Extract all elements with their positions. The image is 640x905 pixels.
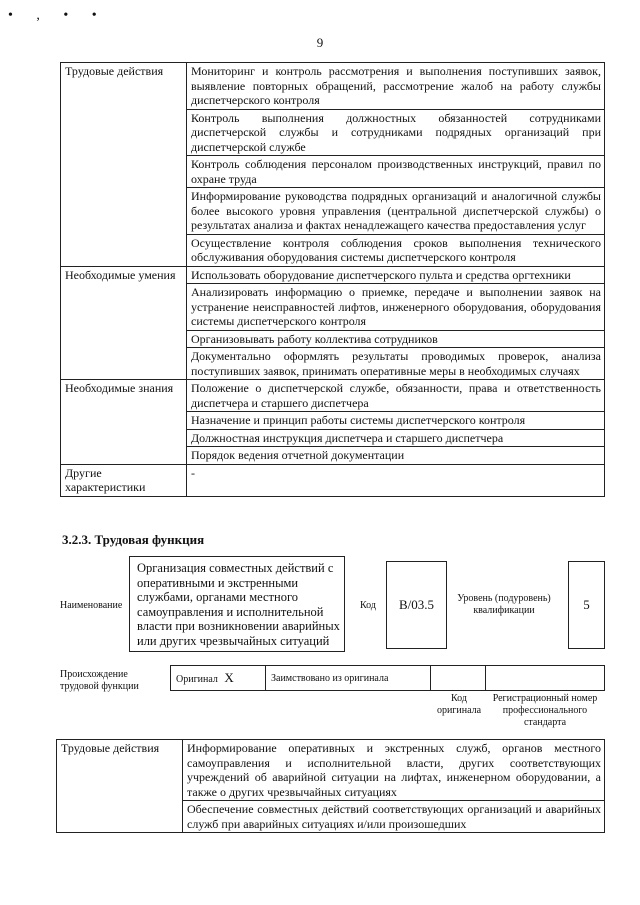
row-group-label: Другие характеристики [61,464,187,496]
page-number: 9 [316,35,324,50]
function-name-box: Организация совместных действий с оперативными и экстренными службами, органами местного самоуправления и исполнительной власти при возникновении аварийных или других чрезвычайных ситуаций [129,556,345,652]
table-cell: Информирование оперативных и экстренных служб, органов местного самоуправления и исполнительной власти, других соответствующих учреждений об аварийной ситуации на лифтах, инженерном оборудовании, а также о других чрезвычайных ситуациях [183,740,605,801]
code-label: Код [360,600,376,611]
table-row [61,63,605,110]
origin-reg-cell [486,666,605,691]
original-label: Оригинал [176,674,218,685]
table-cell: Анализировать информацию о приемке, передаче и выполнении заявок на устранение неисправностей лифтов, инженерного оборудования, оборудования системы диспетчерского контроля [187,284,605,331]
table-row [61,464,605,496]
table-cell: Мониторинг и контроль рассмотрения и выполнения поступивших заявок, выявление повторных обращений, рассмотрение жалоб на работу службы диспетчерского контроля [187,63,605,110]
row-group-label: Необходимые умения [61,266,187,380]
table-cell: Положение о диспетчерской службе, обязанности, права и ответственность диспетчера и старшего диспетчера [187,380,605,412]
name-label: Наименование [60,600,123,611]
row-group-label: Трудовые действия [61,63,187,267]
table-row [61,266,605,284]
borrowed-label: Заимствовано из оригинала [271,672,389,684]
function-code-box: B/03.5 [386,561,447,649]
section-title: 3.2.3. Трудовая функция [62,532,205,547]
original-cell [171,666,266,691]
origin-reg-caption: Регистрационный номер профессионального стандарта [492,693,598,728]
origin-label: Происхождение трудовой функции [60,669,139,692]
table-cell: Осуществление контроля соблюдения сроков выполнения технического обслуживания оборудования системы диспетчерского контроля [187,234,605,266]
level-box: 5 [568,561,605,649]
table-cell: Порядок ведения отчетной документации [187,447,605,465]
table-row [57,740,605,801]
level-label: Уровень (подуровень) квалификации [457,593,551,616]
table-cell: Обеспечение совместных действий соответствующих организаций и аварийных служб при аварийных ситуациях и/или произошедших [183,801,605,833]
table-cell: Назначение и принцип работы системы диспетчерского контроля [187,412,605,430]
top-requirements-table [60,62,605,497]
table-cell: - [187,464,605,496]
origin-table [170,665,605,691]
row-group-label: Трудовые действия [57,740,183,833]
origin-code-caption: Код оригинала [436,693,482,716]
scan-marks: • , • • [8,8,107,23]
table-cell: Контроль соблюдения персоналом производственных инструкций, правил по охране труда [187,156,605,188]
origin-code-cell [431,666,486,691]
table-cell: Контроль выполнения должностных обязанностей сотрудниками диспетчерской службы и сотрудниками подрядных организаций при диспетчерской службе [187,109,605,156]
table-cell: Использовать оборудование диспетчерского пульта и средства оргтехники [187,266,605,284]
table-cell: Информирование руководства подрядных организаций и аналогичной службы более высокого уровня управления (центральной диспетчерской службы) о результатах анализа и фактах ненадлежащего качества предоставления услуг [187,188,605,235]
table-cell: Документально оформлять результаты проводимых проверок, анализа поступивших заявок, принимать оперативные меры в необходимых случаях [187,348,605,380]
original-mark: X [224,670,234,685]
table-row [61,380,605,412]
table-cell: Должностная инструкция диспетчера и старшего диспетчера [187,429,605,447]
table-cell: Организовывать работу коллектива сотрудников [187,330,605,348]
borrowed-cell [266,666,431,691]
bottom-actions-table [56,739,605,833]
row-group-label: Необходимые знания [61,380,187,465]
